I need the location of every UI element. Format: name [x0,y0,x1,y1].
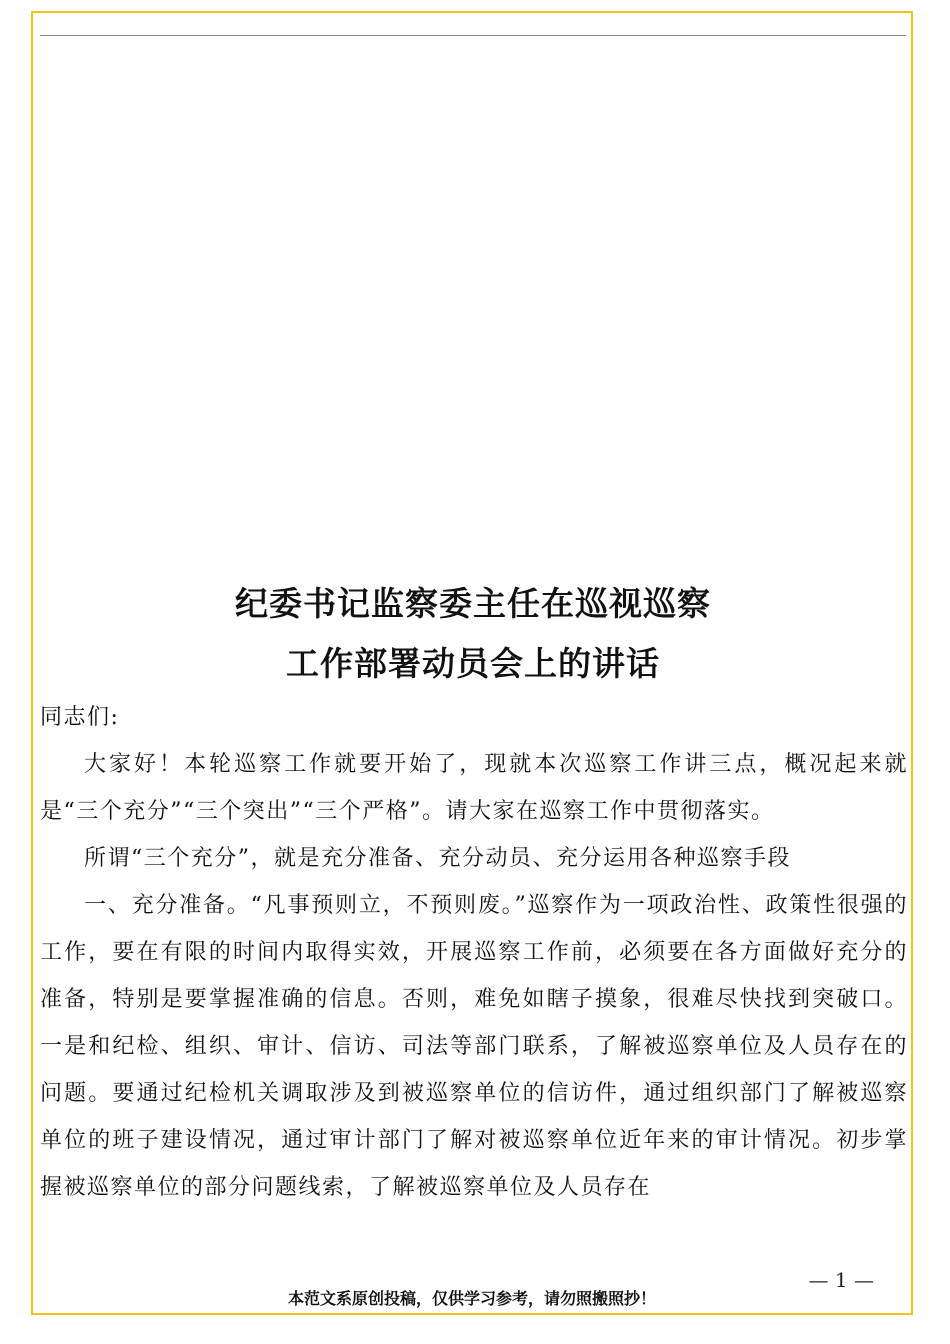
page-number: — 1 — [808,1268,874,1292]
salutation: 同志们: [40,705,120,730]
document-title-line-1: 纪委书记监察委主任在巡视巡察 [235,584,711,623]
footer-note: 本范文系原创投稿，仅供学习参考，请勿照搬照抄！ [287,1289,656,1308]
paragraph-three-sufficient: 所谓“三个充分”，就是充分准备、充分动员、充分运用各种巡察手段 [84,846,791,871]
paragraph-sufficient-preparation: 一、充分准备。“凡事预则立，不预则废。”巡察作为一项政治性、政策性很强的工作，要在有限的时间内取得实效，开展巡察工作前，必须要在各方面做好充分的准备，特别是要掌握准确的信息。否则，难免如瞎子摸象，很难尽快找到突破口。一是和纪检、组织、审计、信访、司法等部门联系，了解被巡察单位及人员存在的问题。要通过纪检机关调取涉及到被巡察单位的信访件，通过组织部门了解被巡察单位的班子建设情况，通过审计部门了解对被巡察单位近年来的审计情况。初步掌握被巡察单位的部分问题线索，了解被巡察单位及人员存在 [40,893,908,1200]
document-title-line-2: 工作部署动员会上的讲话 [286,644,660,683]
paragraph-intro: 大家好！本轮巡察工作就要开始了，现就本次巡察工作讲三点，概况起来就是“三个充分”“三个突出”“三个严格”。请大家在巡察工作中贯彻落实。 [40,752,908,824]
header-rule [40,35,906,36]
document-body [40,694,908,1211]
